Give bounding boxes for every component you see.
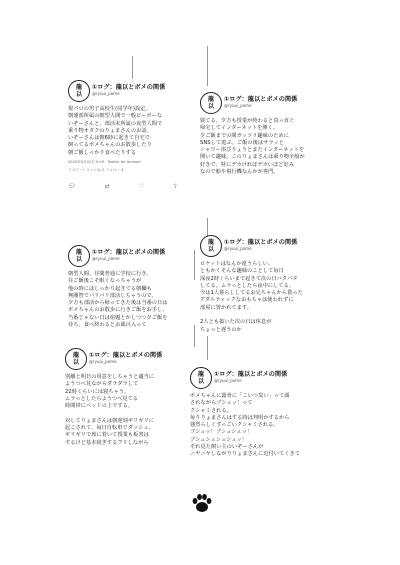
retweet-icon[interactable]: ⇄ [104,183,110,191]
share-icon[interactable]: ⇪ [172,183,178,191]
tweet-header [200,235,340,261]
avatar-text-bottom: 以 [207,246,214,253]
tweet-panel-5 [65,348,207,447]
account-handle[interactable]: @ryuui_pome [224,246,252,251]
tweet-body: 寝てる。夕方も授業が終わると真っ直ぐ 帰宅してインターネットを開く。 夕ご飯までの間ガッツリ趣味のために SNSして遊ぶ。ご飯の後はサラッと シャワー浴びりょうとまたインターネットを 開いて趣味。このりょまさんは乗り物全般が 好きで、特にデカければデカいほど好み なので船や飛行機なんかが専門。 [200,118,305,176]
avatar-text-bottom: 以 [75,91,82,98]
avatar-text-top: 龍 [207,239,214,246]
divider-top-right [207,46,208,86]
tweet-header [190,367,340,393]
avatar-text-bottom: 以 [197,378,204,385]
avatar[interactable] [68,245,90,267]
tweet-header [68,245,208,271]
account-handle[interactable]: @ryuui_pome [214,378,242,383]
account-handle[interactable]: @ryuui_pome [92,256,120,261]
avatar[interactable] [68,80,90,102]
avatar[interactable] [200,92,222,114]
account-name[interactable]: ①ログ：龍以とボメの関係 [92,249,166,256]
divider-bottom-right [207,336,208,360]
tweet-panel-2 [200,92,340,176]
account-name[interactable]: ①ログ：龍以とボメの関係 [89,352,163,359]
account-name[interactable]: ①ログ：龍以とボメの関係 [214,371,288,378]
avatar-text-top: 龍 [75,84,82,91]
avatar[interactable] [65,348,87,370]
reply-icon[interactable]: 💬︎ [68,183,76,191]
tweet-header [68,80,203,106]
avatar[interactable] [200,235,222,257]
tweet-stats: リツイート 1 いいね 2 フォロー 3 [68,168,124,173]
avatar-text-top: 龍 [207,96,214,103]
avatar-text-bottom: 以 [72,359,79,366]
tweet-header [65,348,207,374]
avatar-text-top: 龍 [72,352,79,359]
tweet-body: 現パロの男子高校生(同学年)設定。 朝運部所属の朝型人間で一般ピーポーな いぞーさんと、部活未所属の夜型人間で 乗り物オタクのりょまさんのお話。 いぞーさんは朝6時に起きて自宅で 飼ってるポメちゃんのお散歩したり 朝ご飯しっかり食べたりする [68,106,163,156]
tweet-timestamp: 2020年0月02日 0:59 · Twitter for Android [68,160,141,165]
avatar-text-top: 龍 [197,371,204,378]
like-icon[interactable]: ♡ [138,183,144,191]
avatar[interactable] [190,367,212,389]
tweet-body: ロケットはなんか違うらしい。 ともかくそんな趣味のことして毎日 深夜2時くらいまで起きて次の日バタバタ してる。ムラっとしたら夜中にしてる。 今は1人暮らししてるお兄ちゃんから貰った アダルティックなおもちゃは使われずに 部屋に置かれてます。 2人とも抜いた次の日は休息が ちょっと遅うのか [200,261,303,333]
account-handle[interactable]: @ryuui_pome [92,91,120,96]
account-handle[interactable]: @ryuui_pome [224,103,252,108]
tweet-panel-4 [200,235,340,334]
tweet-panel-3 [68,245,208,329]
tweet-actions [68,183,178,190]
tweet-body: 別離と明日の用意をしちゃうと適当に ようつべ見ながらダラダラして 22時くらいには寝ちゃう。 ムラっとしたらようつべ見てる 時間帯にベッドの上でする。 対してりょまさんは朝遅刻ギリギリに 起こされて、毎日自転車でダッシュ。 ギリギリで席に着いて授業も板書は するけど基本寝ぎするフリしながら [65,374,155,446]
account-handle[interactable]: @ryuui_pome [89,359,117,364]
tweet-body: ポメちゃんに露骨に「こいつ臭い」って顔 されながらブシュッ！って クシャミされる。 毎りりょまさんはする時は判明かするから 強烈らしくすっごいクシャミされる。 ブシュッ！ブシュシュッ！ ブシュシュシュシュッ！ それ見た飼い主のいぞーさんが ニヤニヤしながりりょまさんに近付いてくきて [190,393,300,458]
avatar-text-bottom: 以 [207,103,214,110]
avatar-text-bottom: 以 [75,256,82,263]
paw-print-icon [191,492,213,514]
account-name[interactable]: ①ログ：龍以とボメの関係 [92,84,166,91]
tweet-panel-1 [68,80,203,190]
tweet-header [200,92,340,118]
avatar-text-top: 龍 [75,249,82,256]
account-name[interactable]: ①ログ：龍以とボメの関係 [224,239,298,246]
tweet-panel-6 [190,367,340,459]
tweet-body: 朝型人間、昼間普通に学校に行き、 昼ご飯後こそ眠くなっちゃうが 他の時にはしっかり起きてる朝欄も 無闇智でバリバリ部活しちゃうので、 夕方も部活から帰ってきた後は当番の日は ポメちゃんのお散歩に行きご飯をお手し、 当番じゃない日は宿題とかしつつ夕ご飯を 待ち、食べ終わるとお風呂入って [68,271,168,329]
account-name[interactable]: ①ログ：龍以とボメの関係 [224,96,298,103]
divider-top-left [132,56,133,79]
